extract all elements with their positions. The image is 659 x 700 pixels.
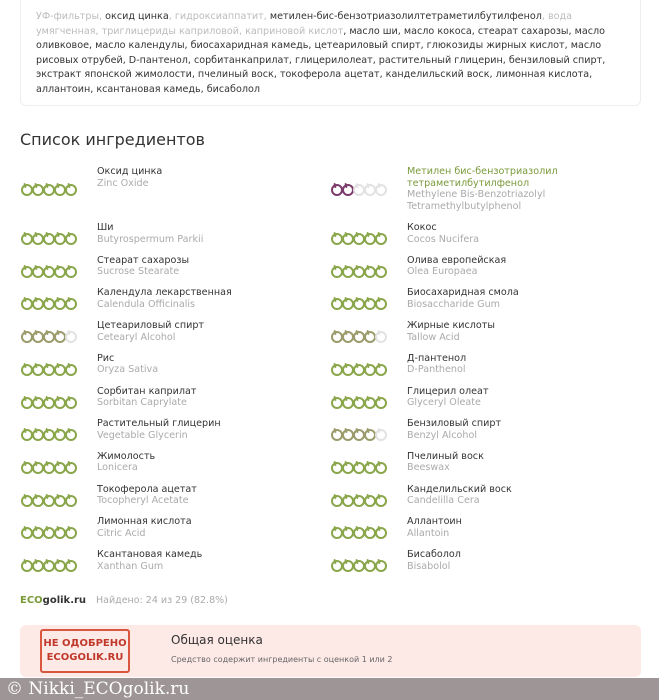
rating-drop-icon (42, 265, 52, 278)
rating-drop-icon (20, 396, 30, 409)
ingredient-item[interactable] (330, 484, 512, 507)
ingredient-name-en: Candelilla Cera (407, 495, 480, 507)
rating (330, 559, 407, 572)
ingredient-name-ru: Оксид цинка (97, 166, 163, 177)
ingredient-name-ru: Д-пантенол (407, 352, 467, 364)
rating-drop-icon (330, 183, 340, 196)
ingredient-item[interactable] (330, 166, 577, 212)
rating-drop-icon (341, 428, 351, 441)
rating-drop-icon (53, 183, 63, 196)
ingredient-item[interactable] (20, 255, 189, 278)
ingredient-item[interactable] (20, 451, 155, 474)
rating-drop-icon (42, 232, 52, 245)
ingredient-name-en: Butyrospermum Parkii (97, 233, 204, 245)
rating-drop-icon (64, 232, 74, 245)
watermark: © Nikki_ECOgolik.ru (0, 678, 659, 700)
ingredient-name-en: Olea Europaea (407, 266, 478, 278)
rating-drop-icon (330, 297, 340, 310)
ingredient-name-ru: Растительный глицерин (97, 418, 221, 430)
rating-drop-icon (363, 428, 373, 441)
ingredient-names (407, 549, 461, 572)
rating (330, 494, 407, 507)
rating-drop-icon (374, 330, 384, 343)
composition-part: оксид цинка (105, 11, 169, 22)
rating-drop-icon (31, 183, 41, 196)
ingredient-name-ru: Канделильский воск (407, 483, 512, 495)
rating-drop-icon (20, 526, 30, 539)
ingredient-names (97, 451, 155, 474)
rating-drop-icon (352, 297, 362, 310)
ingredient-name-en: Cocos Nucifera (407, 233, 480, 245)
ingredient-name-en: Citric Acid (97, 527, 146, 539)
ingredient-name-ru: Кокос (407, 222, 437, 233)
rating-drop-icon (330, 526, 340, 539)
rating-drop-icon (64, 396, 74, 409)
ingredient-name-ru: Аллантоин (407, 516, 462, 528)
rating-drop-icon (64, 297, 74, 310)
ingredient-name-en: Bisabolol (407, 560, 451, 572)
ingredient-item[interactable] (330, 287, 519, 310)
rating-drop-icon (341, 330, 351, 343)
rating (20, 526, 97, 539)
rating-drop-icon (42, 559, 52, 572)
rating (330, 265, 407, 278)
rating-drop-icon (20, 265, 30, 278)
verdict-subtitle: Средство содержит ингредиенты с оценкой 1 или 2 (171, 655, 393, 664)
rating-drop-icon (363, 297, 373, 310)
ingredient-names (407, 386, 489, 409)
rating-drop-icon (20, 183, 30, 196)
ingredient-name-en: Glyceryl Oleate (407, 397, 481, 408)
rating-drop-icon (20, 494, 30, 507)
rating-drop-icon (20, 363, 30, 376)
ingredient-names (407, 166, 577, 212)
ingredient-names (407, 516, 462, 539)
rating (330, 363, 407, 376)
ingredient-item[interactable] (20, 516, 192, 539)
rating-drop-icon (374, 559, 384, 572)
rating-drop-icon (31, 297, 41, 310)
rating-drop-icon (53, 232, 63, 245)
rating-drop-icon (352, 559, 362, 572)
rating-drop-icon (31, 428, 41, 441)
rating-drop-icon (363, 559, 373, 572)
composition-part: триглицериды каприловой (101, 25, 239, 37)
ingredient-name-ru: Токоферола ацетат (97, 483, 197, 495)
rating-drop-icon (64, 428, 74, 441)
ingredient-name-ru: Биосахаридная смола (407, 287, 519, 299)
ingredient-name-ru: Рис (97, 352, 115, 364)
rating-drop-icon (352, 494, 362, 507)
ingredient-item[interactable] (20, 166, 162, 196)
rating-drop-icon (363, 396, 373, 409)
ingredient-name-en: Allantoin (407, 527, 450, 539)
rating-drop-icon (352, 363, 362, 376)
rating (20, 183, 97, 196)
rating-drop-icon (53, 363, 63, 376)
rating-drop-icon (363, 330, 373, 343)
rating-drop-icon (352, 428, 362, 441)
rating-drop-icon (363, 363, 373, 376)
ingredient-name-ru: Пчелиный воск (407, 450, 484, 462)
ingredient-names (97, 222, 203, 245)
ingredient-item[interactable] (330, 549, 461, 572)
rating-drop-icon (64, 494, 74, 507)
rating-drop-icon (341, 297, 351, 310)
rating-drop-icon (42, 330, 52, 343)
ingredient-name-ru: Ши (97, 222, 114, 233)
ingredient-names (407, 418, 501, 441)
composition-part: , (263, 11, 270, 22)
composition-part: , (99, 11, 106, 22)
rating-drop-icon (31, 265, 41, 278)
rating-drop-icon (341, 461, 351, 474)
ingredient-item[interactable] (20, 484, 197, 507)
rating-drop-icon (64, 183, 74, 196)
ingredient-name-en: Benzyl Alcohol (407, 429, 477, 441)
rating (20, 297, 97, 310)
ingredient-names (407, 287, 519, 310)
ingredient-name-ru: Бензиловый спирт (407, 418, 502, 430)
rating-drop-icon (42, 428, 52, 441)
rating-drop-icon (374, 428, 384, 441)
rating (20, 559, 97, 572)
ingredient-names (97, 287, 232, 310)
ingredient-name-en: Biosaccharide Gum (407, 298, 501, 310)
ingredient-item[interactable] (330, 255, 506, 278)
ingredient-name-en: Beeswax (407, 462, 450, 474)
rating (330, 526, 407, 539)
rating-drop-icon (352, 461, 362, 474)
ingredient-name-ru: Жимолость (97, 450, 156, 462)
ingredient-names (97, 516, 192, 539)
ingredient-name-ru: Метилен бис-бензотриазолил тетраметилбутилфенол (407, 166, 558, 189)
ingredients-heading: Список ингредиентов (20, 130, 205, 149)
rating-drop-icon (31, 363, 41, 376)
ingredient-name-en: D-Panthenol (407, 364, 466, 376)
rating (20, 396, 97, 409)
rating-drop-icon (64, 330, 74, 343)
rating-drop-icon (363, 183, 373, 196)
ingredient-item[interactable] (330, 353, 466, 376)
ingredient-name-en: Vegetable Glycerin (97, 429, 188, 441)
rating (20, 330, 97, 343)
rating (20, 494, 97, 507)
ingredient-names (97, 386, 196, 409)
ingredient-name-en: Methylene Bis-Benzotriazolyl Tetramethylbutylphenol (407, 189, 546, 212)
rating (330, 183, 407, 196)
rating-drop-icon (374, 183, 384, 196)
rating-drop-icon (330, 363, 340, 376)
rating-drop-icon (374, 461, 384, 474)
rating-drop-icon (42, 526, 52, 539)
rating (330, 297, 407, 310)
ingredient-item[interactable] (20, 320, 204, 343)
rating (20, 428, 97, 441)
rating-drop-icon (374, 297, 384, 310)
ingredient-names (407, 320, 495, 343)
rating-drop-icon (20, 232, 30, 245)
rating-drop-icon (374, 526, 384, 539)
rating (330, 428, 407, 441)
rating-drop-icon (330, 559, 340, 572)
ingredient-item[interactable] (20, 353, 158, 376)
ingredient-name-ru: Ксантановая камедь (97, 549, 203, 560)
not-approved-stamp: НЕ ОДОБРЕНО ECOGOLIK.RU (40, 629, 130, 673)
composition-part: гидроксиаппатит (174, 11, 264, 22)
rating-drop-icon (53, 297, 63, 310)
ingredient-name-en: Xanthan Gum (97, 560, 164, 572)
logo-eco: ECO (20, 595, 43, 606)
composition-part: , (238, 25, 246, 37)
rating-drop-icon (341, 232, 351, 245)
ingredient-name-ru: Олива европейская (407, 254, 507, 266)
ingredient-names (407, 484, 512, 507)
rating-drop-icon (42, 183, 52, 196)
rating (20, 363, 97, 376)
footer (20, 584, 228, 606)
rating-drop-icon (20, 461, 30, 474)
rating-drop-icon (330, 330, 340, 343)
rating-drop-icon (352, 526, 362, 539)
rating (330, 232, 407, 245)
composition-part: УФ-фильтры (36, 11, 100, 22)
composition-part: , (541, 11, 548, 22)
rating-drop-icon (42, 297, 52, 310)
ingredient-name-en: Sorbitan Caprylate (97, 397, 187, 408)
rating-drop-icon (374, 494, 384, 507)
ingredient-item[interactable] (20, 549, 202, 572)
ingredient-names (407, 222, 479, 245)
rating (330, 330, 407, 343)
rating (330, 396, 407, 409)
found-count: Найдено: 24 из 29 (82.8%) (96, 595, 228, 606)
ingredient-name-en: Tallow Acid (407, 331, 460, 343)
rating-drop-icon (64, 526, 74, 539)
ingredient-name-ru: Лимонная кислота (97, 516, 192, 528)
ingredient-item[interactable] (330, 516, 462, 539)
rating-drop-icon (352, 330, 362, 343)
composition-part: , (168, 11, 175, 22)
rating-drop-icon (53, 526, 63, 539)
rating-drop-icon (352, 396, 362, 409)
rating-drop-icon (330, 461, 340, 474)
rating-drop-icon (42, 363, 52, 376)
rating-drop-icon (31, 396, 41, 409)
rating-drop-icon (341, 559, 351, 572)
rating-drop-icon (330, 396, 340, 409)
rating (20, 232, 97, 245)
rating-drop-icon (352, 265, 362, 278)
rating-drop-icon (31, 232, 41, 245)
rating-drop-icon (64, 559, 74, 572)
ingredient-names (97, 353, 158, 376)
composition-part: вода умягченная (36, 11, 573, 37)
ingredient-names (97, 549, 202, 572)
rating-drop-icon (31, 461, 41, 474)
rating-drop-icon (341, 526, 351, 539)
rating-drop-icon (363, 494, 373, 507)
rating (20, 461, 97, 474)
ingredient-item[interactable] (330, 418, 501, 441)
ingredient-item[interactable] (330, 451, 484, 474)
ingredient-name-en: Calendula Officinalis (97, 298, 196, 310)
rating-drop-icon (352, 232, 362, 245)
rating-drop-icon (374, 363, 384, 376)
ingredient-name-en: Cetearyl Alcohol (97, 331, 176, 343)
rating-drop-icon (42, 396, 52, 409)
rating (330, 461, 407, 474)
ingredient-name-ru: Календула лекарственная (97, 287, 232, 299)
ingredient-item[interactable] (20, 222, 203, 245)
rating (20, 265, 97, 278)
rating-drop-icon (330, 232, 340, 245)
ingredient-names (97, 484, 197, 507)
rating-drop-icon (31, 330, 41, 343)
rating-drop-icon (20, 330, 30, 343)
rating-drop-icon (330, 265, 340, 278)
composition-part: метилен-бис-бензотриазолилтетраметилбутилфенол (269, 11, 542, 22)
ingredient-name-ru: Жирные кислоты (407, 320, 495, 332)
ingredient-name-en: Oryza Sativa (97, 364, 159, 376)
rating-drop-icon (363, 265, 373, 278)
rating-drop-icon (53, 559, 63, 572)
rating-drop-icon (20, 428, 30, 441)
rating-drop-icon (53, 330, 63, 343)
ingredient-names (97, 255, 189, 278)
ingredient-name-ru: Бисаболол (407, 549, 461, 560)
rating-drop-icon (42, 494, 52, 507)
rating-drop-icon (53, 396, 63, 409)
rating-drop-icon (20, 559, 30, 572)
rating-drop-icon (330, 428, 340, 441)
ingredient-item[interactable] (20, 287, 232, 310)
rating-drop-icon (363, 461, 373, 474)
rating-drop-icon (53, 461, 63, 474)
verdict-card (20, 625, 641, 677)
ingredient-name-ru: Сорбитан каприлат (97, 385, 197, 397)
ingredient-name-en: Sucrose Stearate (97, 266, 180, 278)
ingredient-names (407, 353, 466, 376)
composition-part: каприновой кислот (245, 25, 344, 37)
rating-drop-icon (31, 494, 41, 507)
rating-drop-icon (31, 559, 41, 572)
rating-drop-icon (341, 265, 351, 278)
rating-drop-icon (352, 183, 362, 196)
rating-drop-icon (363, 526, 373, 539)
ingredient-name-en: Tocopheryl Acetate (97, 495, 189, 507)
ingredient-names (97, 166, 162, 189)
ingredient-item[interactable] (330, 320, 495, 343)
rating-drop-icon (341, 396, 351, 409)
ingredient-item[interactable] (330, 222, 479, 245)
composition-text (20, 0, 641, 106)
rating-drop-icon (374, 265, 384, 278)
rating-drop-icon (341, 363, 351, 376)
ingredient-name-ru: Стеарат сахарозы (97, 254, 190, 266)
rating-drop-icon (341, 183, 351, 196)
rating-drop-icon (64, 363, 74, 376)
rating-drop-icon (341, 494, 351, 507)
ecogolik-logo[interactable] (20, 584, 86, 606)
ingredient-names (407, 255, 506, 278)
composition-part: , масло ши, масло кокоса, стеарат сахарозы, масло оливковое, масло календулы, биосахаридная камедь, цетеариловый спирт, глюкозиды жирных кислот, масло рисовых отрубей, D-пантенол, сорбитанкаприлат, глицерилолеат, растительный глицерин, бензиловый спирт, экстракт японской жимолости, пчелиный воск, токоферола ацетат, канделильский воск, лимонная кислота, аллантоин, ксантановая камедь, бисаболол (36, 25, 606, 95)
rating-drop-icon (31, 526, 41, 539)
rating-drop-icon (64, 461, 74, 474)
ingredient-names (97, 418, 221, 441)
rating-drop-icon (20, 297, 30, 310)
rating-drop-icon (64, 265, 74, 278)
ingredient-item[interactable] (20, 418, 221, 441)
rating-drop-icon (374, 232, 384, 245)
rating-drop-icon (53, 265, 63, 278)
ingredient-item[interactable] (330, 386, 489, 409)
rating-drop-icon (363, 232, 373, 245)
ingredient-names (97, 320, 204, 343)
ingredient-name-ru: Глицерил олеат (407, 385, 489, 397)
rating-drop-icon (330, 494, 340, 507)
ingredient-names (407, 451, 484, 474)
ingredient-name-ru: Цетеариловый спирт (97, 320, 205, 332)
rating-drop-icon (374, 396, 384, 409)
ingredient-name-en: Zinc Oxide (97, 177, 149, 189)
verdict-title: Общая оценка (171, 633, 263, 647)
logo-rest: golik.ru (42, 595, 87, 606)
ingredient-name-en: Lonicera (97, 462, 138, 474)
rating-drop-icon (42, 461, 52, 474)
composition-part: , (95, 25, 102, 37)
rating-drop-icon (53, 428, 63, 441)
ingredient-item[interactable] (20, 386, 196, 409)
rating-drop-icon (53, 494, 63, 507)
